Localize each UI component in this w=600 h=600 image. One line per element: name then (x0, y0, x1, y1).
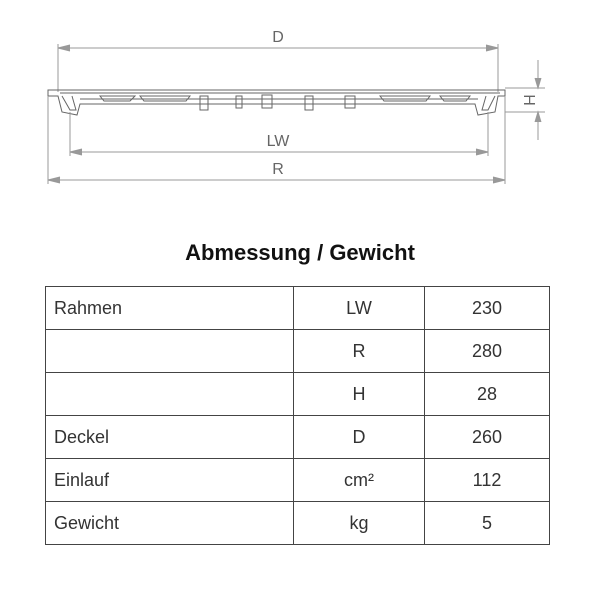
row-name (46, 330, 294, 373)
table-row (46, 416, 550, 459)
row-name (46, 373, 294, 416)
row-value: 112 (425, 459, 550, 502)
table-row (46, 330, 550, 373)
table-row (46, 459, 550, 502)
row-symbol: D (294, 416, 425, 459)
label-R: R (272, 161, 284, 178)
row-value: 260 (425, 416, 550, 459)
label-LW: LW (266, 133, 290, 150)
table-row (46, 502, 550, 545)
row-symbol: cm² (294, 459, 425, 502)
label-D: D (272, 29, 284, 46)
row-name: Deckel (46, 416, 294, 459)
row-name: Einlauf (46, 459, 294, 502)
row-value: 5 (425, 502, 550, 545)
table-title: Abmessung / Gewicht (185, 240, 415, 265)
row-symbol: R (294, 330, 425, 373)
row-name: Gewicht (46, 502, 294, 545)
row-symbol: H (294, 373, 425, 416)
row-value: 280 (425, 330, 550, 373)
dimension-D (58, 44, 498, 92)
table-row (46, 373, 550, 416)
table-row (46, 287, 550, 330)
row-value: 230 (425, 287, 550, 330)
row-value: 28 (425, 373, 550, 416)
technical-drawing (0, 0, 600, 200)
cover-cross-section (48, 90, 505, 115)
label-H: H (519, 94, 537, 106)
spec-table (45, 286, 550, 545)
row-symbol: kg (294, 502, 425, 545)
row-symbol: LW (294, 287, 425, 330)
row-name: Rahmen (46, 287, 294, 330)
